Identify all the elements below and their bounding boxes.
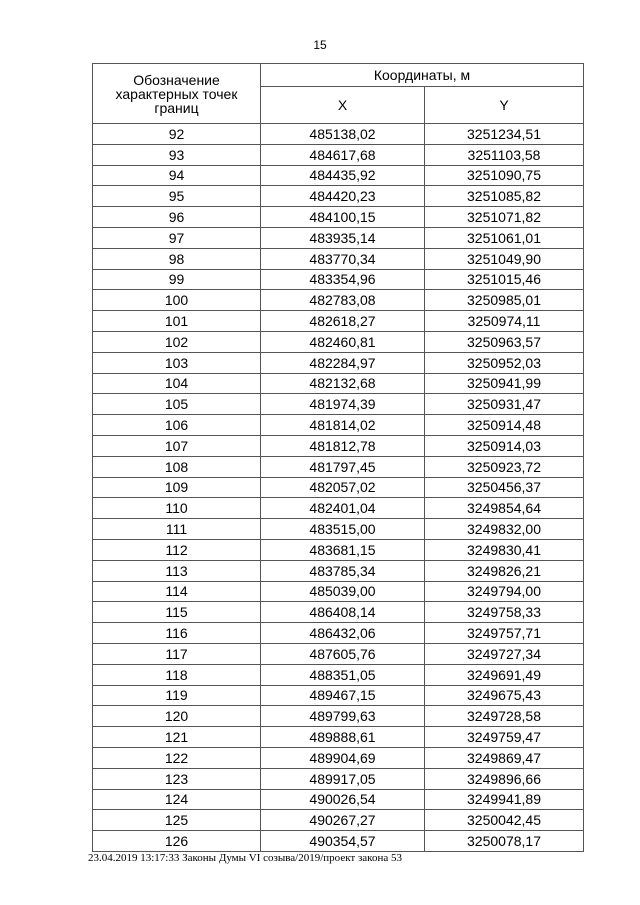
- table-row: [93, 352, 584, 373]
- table-row: [93, 623, 584, 644]
- cell-point: 98: [93, 248, 261, 269]
- cell-y: 3250914,48: [425, 415, 584, 436]
- cell-point: 117: [93, 643, 261, 664]
- cell-y: 3249826,21: [425, 560, 584, 581]
- cell-point: 92: [93, 124, 261, 145]
- cell-x: 482618,27: [261, 311, 425, 332]
- cell-x: 481974,39: [261, 394, 425, 415]
- cell-x: 489888,61: [261, 727, 425, 748]
- cell-point: 112: [93, 539, 261, 560]
- cell-x: 482057,02: [261, 477, 425, 498]
- table-row: [93, 269, 584, 290]
- cell-y: 3250963,57: [425, 331, 584, 352]
- cell-point: 115: [93, 602, 261, 623]
- cell-x: 483935,14: [261, 227, 425, 248]
- table-row: [93, 248, 584, 269]
- cell-x: 489904,69: [261, 747, 425, 768]
- cell-y: 3250456,37: [425, 477, 584, 498]
- cell-x: 486408,14: [261, 602, 425, 623]
- table-row: [93, 124, 584, 145]
- cell-point: 105: [93, 394, 261, 415]
- table-row: [93, 144, 584, 165]
- cell-y: 3249830,41: [425, 539, 584, 560]
- cell-y: 3249832,00: [425, 519, 584, 540]
- cell-y: 3250042,45: [425, 810, 584, 831]
- cell-point: 104: [93, 373, 261, 394]
- cell-point: 111: [93, 519, 261, 540]
- cell-point: 108: [93, 456, 261, 477]
- cell-point: 103: [93, 352, 261, 373]
- cell-y: 3251090,75: [425, 165, 584, 186]
- cell-x: 482284,97: [261, 352, 425, 373]
- cell-y: 3250914,03: [425, 435, 584, 456]
- table-row: [93, 373, 584, 394]
- cell-point: 101: [93, 311, 261, 332]
- cell-point: 125: [93, 810, 261, 831]
- cell-x: 484100,15: [261, 207, 425, 228]
- table-row: [93, 394, 584, 415]
- table-row: [93, 539, 584, 560]
- cell-y: 3251061,01: [425, 227, 584, 248]
- table-row: [93, 311, 584, 332]
- coordinates-table: [92, 63, 584, 852]
- table-row: [93, 227, 584, 248]
- cell-y: 3249794,00: [425, 581, 584, 602]
- footer-stamp: 23.04.2019 13:17:33 Законы Думы VI созыва/2019/проект закона 53: [88, 852, 402, 864]
- table-row: [93, 165, 584, 186]
- table-row: [93, 456, 584, 477]
- cell-y: 3250931,47: [425, 394, 584, 415]
- cell-x: 482783,08: [261, 290, 425, 311]
- table-row: [93, 207, 584, 228]
- cell-x: 483515,00: [261, 519, 425, 540]
- cell-x: 486432,06: [261, 623, 425, 644]
- cell-point: 107: [93, 435, 261, 456]
- table-row: [93, 477, 584, 498]
- cell-x: 488351,05: [261, 664, 425, 685]
- cell-point: 119: [93, 685, 261, 706]
- cell-x: 483770,34: [261, 248, 425, 269]
- cell-point: 94: [93, 165, 261, 186]
- table-row: [93, 435, 584, 456]
- table-row: [93, 602, 584, 623]
- cell-x: 483354,96: [261, 269, 425, 290]
- table-row: [93, 685, 584, 706]
- cell-y: 3249691,49: [425, 664, 584, 685]
- cell-x: 483785,34: [261, 560, 425, 581]
- table-row: [93, 186, 584, 207]
- cell-x: 490267,27: [261, 810, 425, 831]
- cell-x: 481797,45: [261, 456, 425, 477]
- cell-point: 113: [93, 560, 261, 581]
- cell-x: 485138,02: [261, 124, 425, 145]
- cell-y: 3251103,58: [425, 144, 584, 165]
- table-row: [93, 331, 584, 352]
- cell-x: 482460,81: [261, 331, 425, 352]
- table-row: [93, 810, 584, 831]
- cell-y: 3250078,17: [425, 831, 584, 852]
- cell-y: 3251234,51: [425, 124, 584, 145]
- header-point-designation: Обозначение характерных точек границ: [93, 64, 261, 124]
- cell-point: 116: [93, 623, 261, 644]
- cell-point: 114: [93, 581, 261, 602]
- cell-y: 3251015,46: [425, 269, 584, 290]
- table-row: [93, 706, 584, 727]
- table-row: [93, 643, 584, 664]
- cell-y: 3249757,71: [425, 623, 584, 644]
- cell-y: 3251071,82: [425, 207, 584, 228]
- cell-point: 110: [93, 498, 261, 519]
- cell-point: 96: [93, 207, 261, 228]
- table-row: [93, 789, 584, 810]
- cell-point: 100: [93, 290, 261, 311]
- table-row: [93, 831, 584, 852]
- cell-x: 490026,54: [261, 789, 425, 810]
- table-row: [93, 664, 584, 685]
- header-y: Y: [425, 87, 584, 124]
- table-row: [93, 727, 584, 748]
- cell-y: 3249854,64: [425, 498, 584, 519]
- cell-point: 109: [93, 477, 261, 498]
- cell-x: 484617,68: [261, 144, 425, 165]
- cell-y: 3249728,58: [425, 706, 584, 727]
- cell-y: 3249869,47: [425, 747, 584, 768]
- cell-point: 99: [93, 269, 261, 290]
- cell-point: 126: [93, 831, 261, 852]
- cell-point: 121: [93, 727, 261, 748]
- cell-y: 3249896,66: [425, 768, 584, 789]
- cell-y: 3250941,99: [425, 373, 584, 394]
- table-row: [93, 581, 584, 602]
- cell-x: 481812,78: [261, 435, 425, 456]
- cell-point: 124: [93, 789, 261, 810]
- page-number: 15: [313, 38, 327, 52]
- cell-y: 3250923,72: [425, 456, 584, 477]
- table-row: [93, 290, 584, 311]
- cell-point: 95: [93, 186, 261, 207]
- table-row: [93, 560, 584, 581]
- cell-y: 3251049,90: [425, 248, 584, 269]
- cell-x: 485039,00: [261, 581, 425, 602]
- cell-y: 3249759,47: [425, 727, 584, 748]
- table-row: [93, 747, 584, 768]
- cell-x: 487605,76: [261, 643, 425, 664]
- cell-y: 3249727,34: [425, 643, 584, 664]
- cell-y: 3249675,43: [425, 685, 584, 706]
- cell-x: 484420,23: [261, 186, 425, 207]
- cell-point: 120: [93, 706, 261, 727]
- cell-y: 3249941,89: [425, 789, 584, 810]
- cell-point: 102: [93, 331, 261, 352]
- cell-y: 3249758,33: [425, 602, 584, 623]
- cell-point: 123: [93, 768, 261, 789]
- table-row: [93, 768, 584, 789]
- table-row: [93, 415, 584, 436]
- cell-x: 484435,92: [261, 165, 425, 186]
- cell-x: 490354,57: [261, 831, 425, 852]
- table-body: [93, 124, 584, 852]
- cell-point: 118: [93, 664, 261, 685]
- cell-y: 3250974,11: [425, 311, 584, 332]
- cell-point: 122: [93, 747, 261, 768]
- cell-x: 481814,02: [261, 415, 425, 436]
- cell-y: 3251085,82: [425, 186, 584, 207]
- cell-x: 483681,15: [261, 539, 425, 560]
- cell-point: 93: [93, 144, 261, 165]
- cell-point: 106: [93, 415, 261, 436]
- cell-x: 489467,15: [261, 685, 425, 706]
- cell-y: 3250952,03: [425, 352, 584, 373]
- cell-x: 482401,04: [261, 498, 425, 519]
- cell-point: 97: [93, 227, 261, 248]
- cell-x: 489917,05: [261, 768, 425, 789]
- table-row: [93, 498, 584, 519]
- cell-y: 3250985,01: [425, 290, 584, 311]
- cell-x: 482132,68: [261, 373, 425, 394]
- header-coordinates: Координаты, м: [261, 64, 584, 87]
- table-row: [93, 519, 584, 540]
- header-x: X: [261, 87, 425, 124]
- cell-x: 489799,63: [261, 706, 425, 727]
